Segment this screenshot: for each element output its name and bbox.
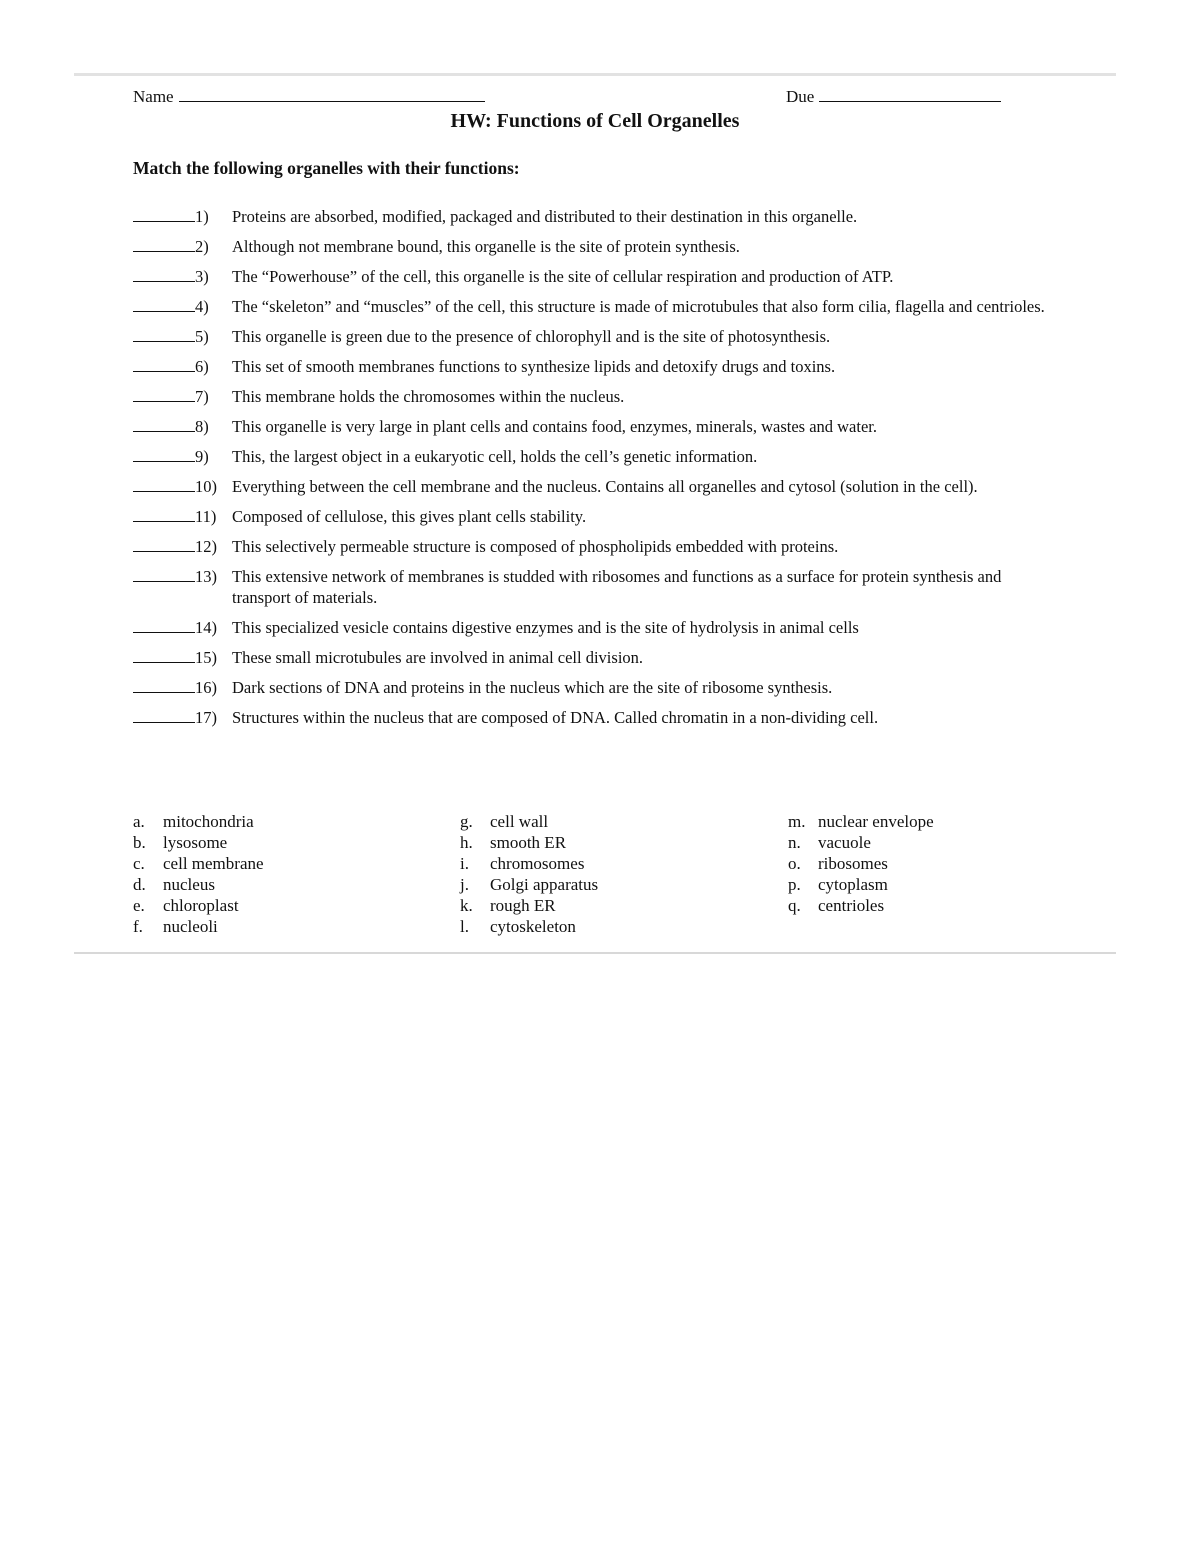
question-text: This selectively permeable structure is composed of phospholipids embedded with proteins. xyxy=(232,537,839,556)
answer-blank[interactable] xyxy=(133,521,195,522)
answer-option xyxy=(133,916,433,937)
question-number: 2) xyxy=(195,237,209,256)
answer-option xyxy=(133,811,433,832)
due-label: Due xyxy=(786,87,815,106)
option-letter: f. xyxy=(133,917,143,936)
question-number: 1) xyxy=(195,207,209,226)
question-item xyxy=(133,566,1063,608)
answer-column-3 xyxy=(788,811,1088,916)
question-number: 8) xyxy=(195,417,209,436)
option-letter: b. xyxy=(133,833,146,852)
question-number: 13) xyxy=(195,567,217,586)
top-rule xyxy=(74,73,1116,76)
question-item xyxy=(133,326,1063,347)
option-letter: j. xyxy=(460,875,469,894)
question-text: This membrane holds the chromosomes within the nucleus. xyxy=(232,387,625,406)
option-term: nucleoli xyxy=(163,917,218,936)
bottom-rule xyxy=(74,952,1116,954)
question-text: This set of smooth membranes functions to synthesize lipids and detoxify drugs and toxins. xyxy=(232,357,836,376)
question-number: 16) xyxy=(195,678,217,697)
answer-option xyxy=(788,853,1088,874)
answer-option xyxy=(460,916,760,937)
name-label: Name xyxy=(133,87,174,106)
option-term: cytoplasm xyxy=(818,875,888,894)
option-letter: h. xyxy=(460,833,473,852)
answer-option xyxy=(460,874,760,895)
answer-option xyxy=(788,895,1088,916)
answer-option xyxy=(460,895,760,916)
answer-blank[interactable] xyxy=(133,431,195,432)
question-item xyxy=(133,677,1063,698)
answer-blank[interactable] xyxy=(133,632,195,633)
question-item xyxy=(133,707,1063,728)
option-term: cell wall xyxy=(490,812,549,831)
answer-option xyxy=(460,811,760,832)
answer-option xyxy=(788,874,1088,895)
question-item xyxy=(133,386,1063,407)
option-letter: n. xyxy=(788,833,801,852)
question-item xyxy=(133,617,1063,638)
option-term: ribosomes xyxy=(818,854,888,873)
question-number: 17) xyxy=(195,708,217,727)
answer-bank xyxy=(133,811,1033,941)
answer-column-1 xyxy=(133,811,433,937)
question-item xyxy=(133,536,1063,557)
question-number: 5) xyxy=(195,327,209,346)
question-text: Proteins are absorbed, modified, packaged and distributed to their destination in this organelle. xyxy=(232,207,858,226)
page-title: HW: Functions of Cell Organelles xyxy=(450,110,740,132)
question-text: Structures within the nucleus that are composed of DNA. Called chromatin in a non-dividing cell. xyxy=(232,708,879,727)
option-term: rough ER xyxy=(490,896,556,915)
answer-option xyxy=(460,832,760,853)
answer-option xyxy=(133,895,433,916)
name-field xyxy=(133,86,485,108)
question-text: This extensive network of membranes is studded with ribosomes and functions as a surface for protein synthesis and transport of materials. xyxy=(232,567,1002,607)
name-blank[interactable] xyxy=(179,87,485,102)
option-letter: q. xyxy=(788,896,801,915)
question-number: 12) xyxy=(195,537,217,556)
option-term: centrioles xyxy=(818,896,885,915)
option-term: cell membrane xyxy=(163,854,264,873)
option-letter: g. xyxy=(460,812,473,831)
answer-option xyxy=(788,811,1088,832)
question-number: 10) xyxy=(195,477,217,496)
question-item xyxy=(133,296,1063,317)
option-letter: p. xyxy=(788,875,801,894)
question-text: The “Powerhouse” of the cell, this organelle is the site of cellular respiration and production of ATP. xyxy=(232,267,894,286)
question-number: 4) xyxy=(195,297,209,316)
answer-option xyxy=(460,853,760,874)
answer-option xyxy=(133,832,433,853)
answer-blank[interactable] xyxy=(133,341,195,342)
answer-blank[interactable] xyxy=(133,581,195,582)
instructions: Match the following organelles with their functions: xyxy=(133,158,520,178)
question-item xyxy=(133,266,1063,287)
question-item xyxy=(133,356,1063,377)
question-text: Everything between the cell membrane and the nucleus. Contains all organelles and cytosol (solution in the cell). xyxy=(232,477,978,496)
option-term: vacuole xyxy=(818,833,871,852)
answer-blank[interactable] xyxy=(133,662,195,663)
due-field xyxy=(786,86,1001,108)
answer-option xyxy=(788,832,1088,853)
question-number: 15) xyxy=(195,648,217,667)
option-term: nucleus xyxy=(163,875,215,894)
question-text: The “skeleton” and “muscles” of the cell, this structure is made of microtubules that also form cilia, flagella and centrioles. xyxy=(232,297,1045,316)
option-term: chromosomes xyxy=(490,854,585,873)
question-text: Composed of cellulose, this gives plant cells stability. xyxy=(232,507,587,526)
answer-blank[interactable] xyxy=(133,281,195,282)
question-text: This organelle is green due to the presence of chlorophyll and is the site of photosynthesis. xyxy=(232,327,831,346)
question-number: 14) xyxy=(195,618,217,637)
option-term: mitochondria xyxy=(163,812,254,831)
question-text: This organelle is very large in plant cells and contains food, enzymes, minerals, wastes and water. xyxy=(232,417,877,436)
question-number: 3) xyxy=(195,267,209,286)
answer-option xyxy=(133,874,433,895)
question-item xyxy=(133,206,1063,227)
option-term: cytoskeleton xyxy=(490,917,576,936)
question-text: These small microtubules are involved in animal cell division. xyxy=(232,648,644,667)
answer-blank[interactable] xyxy=(133,311,195,312)
option-term: nuclear envelope xyxy=(818,812,934,831)
answer-blank[interactable] xyxy=(133,461,195,462)
question-list xyxy=(133,206,1063,737)
question-item xyxy=(133,236,1063,257)
option-term: smooth ER xyxy=(490,833,567,852)
answer-column-2 xyxy=(460,811,760,937)
option-letter: a. xyxy=(133,812,145,831)
question-number: 11) xyxy=(195,507,217,526)
question-text: Although not membrane bound, this organelle is the site of protein synthesis. xyxy=(232,237,740,256)
question-item xyxy=(133,647,1063,668)
question-item xyxy=(133,506,1063,527)
question-number: 9) xyxy=(195,447,209,466)
question-item xyxy=(133,446,1063,467)
answer-blank[interactable] xyxy=(133,692,195,693)
option-letter: o. xyxy=(788,854,801,873)
answer-blank[interactable] xyxy=(133,491,195,492)
option-letter: k. xyxy=(460,896,473,915)
question-text: This specialized vesicle contains digestive enzymes and is the site of hydrolysis in animal cells xyxy=(232,618,859,637)
question-text: This, the largest object in a eukaryotic cell, holds the cell’s genetic information. xyxy=(232,447,758,466)
question-item xyxy=(133,416,1063,437)
option-letter: l. xyxy=(460,917,469,936)
option-letter: d. xyxy=(133,875,146,894)
question-text: Dark sections of DNA and proteins in the nucleus which are the site of ribosome synthesis. xyxy=(232,678,833,697)
due-blank[interactable] xyxy=(819,87,1001,102)
answer-blank[interactable] xyxy=(133,371,195,372)
option-letter: c. xyxy=(133,854,145,873)
option-term: lysosome xyxy=(163,833,228,852)
answer-blank[interactable] xyxy=(133,722,195,723)
answer-blank[interactable] xyxy=(133,401,195,402)
answer-blank[interactable] xyxy=(133,251,195,252)
question-number: 7) xyxy=(195,387,209,406)
option-letter: i. xyxy=(460,854,469,873)
option-letter: m. xyxy=(788,812,806,831)
question-number: 6) xyxy=(195,357,209,376)
answer-blank[interactable] xyxy=(133,551,195,552)
option-term: Golgi apparatus xyxy=(490,875,599,894)
answer-option xyxy=(133,853,433,874)
option-term: chloroplast xyxy=(163,896,239,915)
answer-blank[interactable] xyxy=(133,221,195,222)
option-letter: e. xyxy=(133,896,145,915)
question-item xyxy=(133,476,1063,497)
